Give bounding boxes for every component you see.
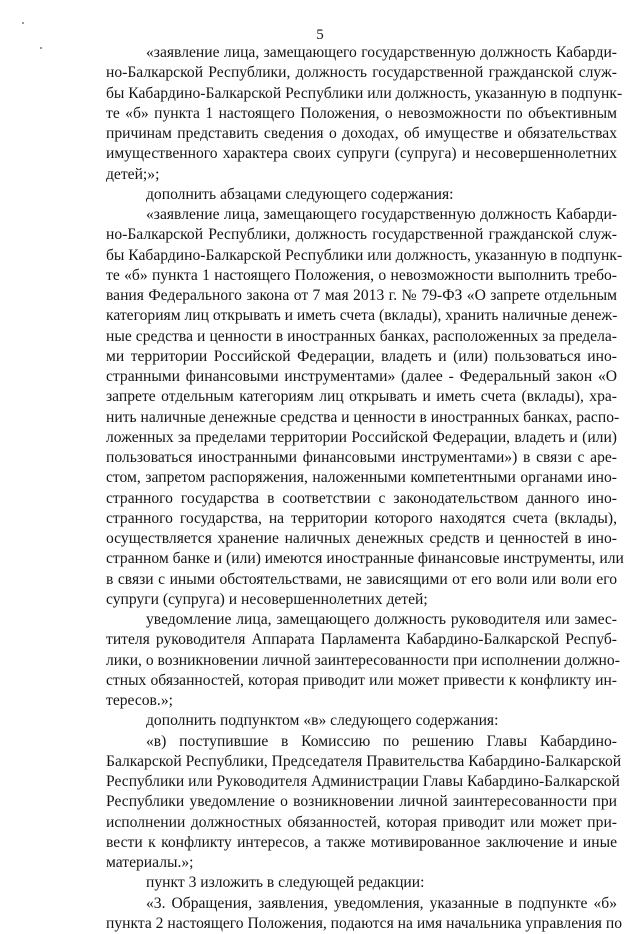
text-line: «заявление лица, замещающего государственную должность Кабарди- [106,43,617,63]
paragraph [106,610,617,711]
page-number: 5 [0,26,640,44]
text-line: пункта 2 настоящего Положения, подаются на имя начальника управления по [106,914,617,934]
text-line: ные средства и ценности в иностранных банках, расположенных за предела- [106,327,617,347]
text-line: причинам представить сведения о доходах, об имуществе и обязательствах [106,124,617,144]
text-line: осуществляется хранение наличных денежных средств и ценностей в ино- [106,529,617,549]
text-line: стом, запретом распоряжения, наложенными компетентными органами ино- [106,468,617,488]
text-line: но-Балкарской Республики, должность государственной гражданской служ- [106,63,617,83]
text-line: те «б» пункта 1 настоящего Положения, о невозможности выполнить требо- [106,266,617,286]
paragraph [106,894,617,934]
text-line: дополнить подпунктом «в» следующего содержания: [106,711,617,731]
text-line: в связи с иными обстоятельствами, не зависящими от его воли или воли его [106,570,617,590]
text-line: категориям лиц открывать и иметь счета (вклады), хранить наличные денеж- [106,306,617,326]
scan-speck [22,22,24,24]
text-line: вести к конфликту интересов, а также мотивированное заключение и иные [106,833,617,853]
text-line: странном банке и (или) имеются иностранные финансовые инструменты, или [106,549,617,569]
text-line: странного государства в соответствии с законодательством данного ино- [106,489,617,509]
text-line: дополнить абзацами следующего содержания: [106,185,617,205]
paragraph [106,711,617,731]
text-line: нить наличные денежные средства и ценности в иностранных банках, распо- [106,408,617,428]
text-line: вания Федерального закона от 7 мая 2013 г. № 79-ФЗ «О запрете отдельным [106,286,617,306]
text-line: Республики или Руководителя Администрации Главы Кабардино-Балкарской [106,772,617,792]
text-line: материалы.»; [106,853,617,873]
text-line: исполнении должностных обязанностей, которая приводит или может при- [106,813,617,833]
text-line: бы Кабардино-Балкарской Республики или должность, указанную в подпунк- [106,246,617,266]
paragraph [106,873,617,893]
text-line: «3. Обращения, заявления, уведомления, указанные в подпункте «б» [106,894,617,914]
text-line: стных обязанностей, которая приводит или может привести к конфликту ин- [106,671,617,691]
text-line: ложенных за пределами территории Российской Федерации, владеть и (или) [106,428,617,448]
text-line: уведомление лица, замещающего должность руководителя или замес- [106,610,617,630]
text-line: тителя руководителя Аппарата Парламента Кабардино-Балкарской Респуб- [106,630,617,650]
paragraph [106,732,617,874]
document-body [106,43,617,934]
text-line: «заявление лица, замещающего государственную должность Кабарди- [106,205,617,225]
text-line: детей;»; [106,165,617,185]
text-line: запрете отдельным категориям лиц открывать и иметь счета (вклады), хра- [106,387,617,407]
scan-speck [40,47,42,49]
text-line: странными финансовыми инструментами» (далее - Федеральный закон «О [106,367,617,387]
text-line: пользоваться иностранными финансовыми инструментами») в связи с аре- [106,448,617,468]
text-line: пункт 3 изложить в следующей редакции: [106,873,617,893]
text-line: тересов.»; [106,691,617,711]
text-line: «в) поступившие в Комиссию по решению Главы Кабардино- [106,732,617,752]
text-line: те «б» пункта 1 настоящего Положения, о невозможности по объективным [106,104,617,124]
paragraph [106,43,617,185]
text-line: ми территории Российской Федерации, владеть и (или) пользоваться ино- [106,347,617,367]
text-line: лики, о возникновении личной заинтересованности при исполнении должно- [106,651,617,671]
text-line: Республики уведомление о возникновении личной заинтересованности при [106,792,617,812]
paragraph [106,205,617,610]
text-line: бы Кабардино-Балкарской Республики или должность, указанную в подпунк- [106,84,617,104]
text-line: супруги (супруга) и несовершеннолетних детей; [106,590,617,610]
text-line: Балкарской Республики, Председателя Правительства Кабардино-Балкарской [106,752,617,772]
text-line: имущественного характера своих супруги (супруга) и несовершеннолетних [106,144,617,164]
paragraph [106,185,617,205]
text-line: но-Балкарской Республики, должность государственной гражданской служ- [106,225,617,245]
text-line: странного государства, на территории которого находятся счета (вклады), [106,509,617,529]
